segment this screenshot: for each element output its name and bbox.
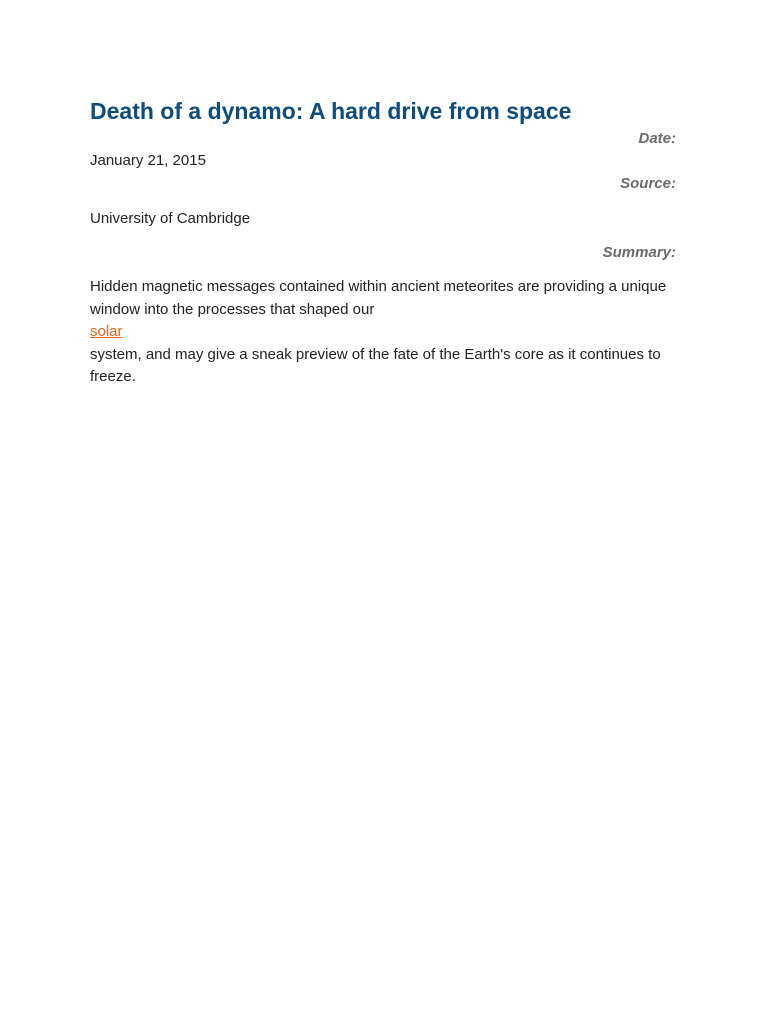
summary-label: Summary: [602,244,676,261]
source-value: University of Cambridge [90,210,251,227]
summary-text-part1: Hidden magnetic messages contained within ancient meteorites are providing a unique window into the processes that shaped our [90,278,667,318]
article-container [90,96,676,389]
date-value: January 21, 2015 [90,152,206,169]
solar-link[interactable]: solar [90,323,123,340]
date-label: Date: [638,130,676,147]
article-title: Death of a dynamo: A hard drive from space [90,98,572,124]
summary-text [90,276,676,389]
summary-text-part2: system, and may give a sneak preview of the fate of the Earth's core as it continues to freeze. [90,345,661,385]
source-label: Source: [620,175,676,192]
